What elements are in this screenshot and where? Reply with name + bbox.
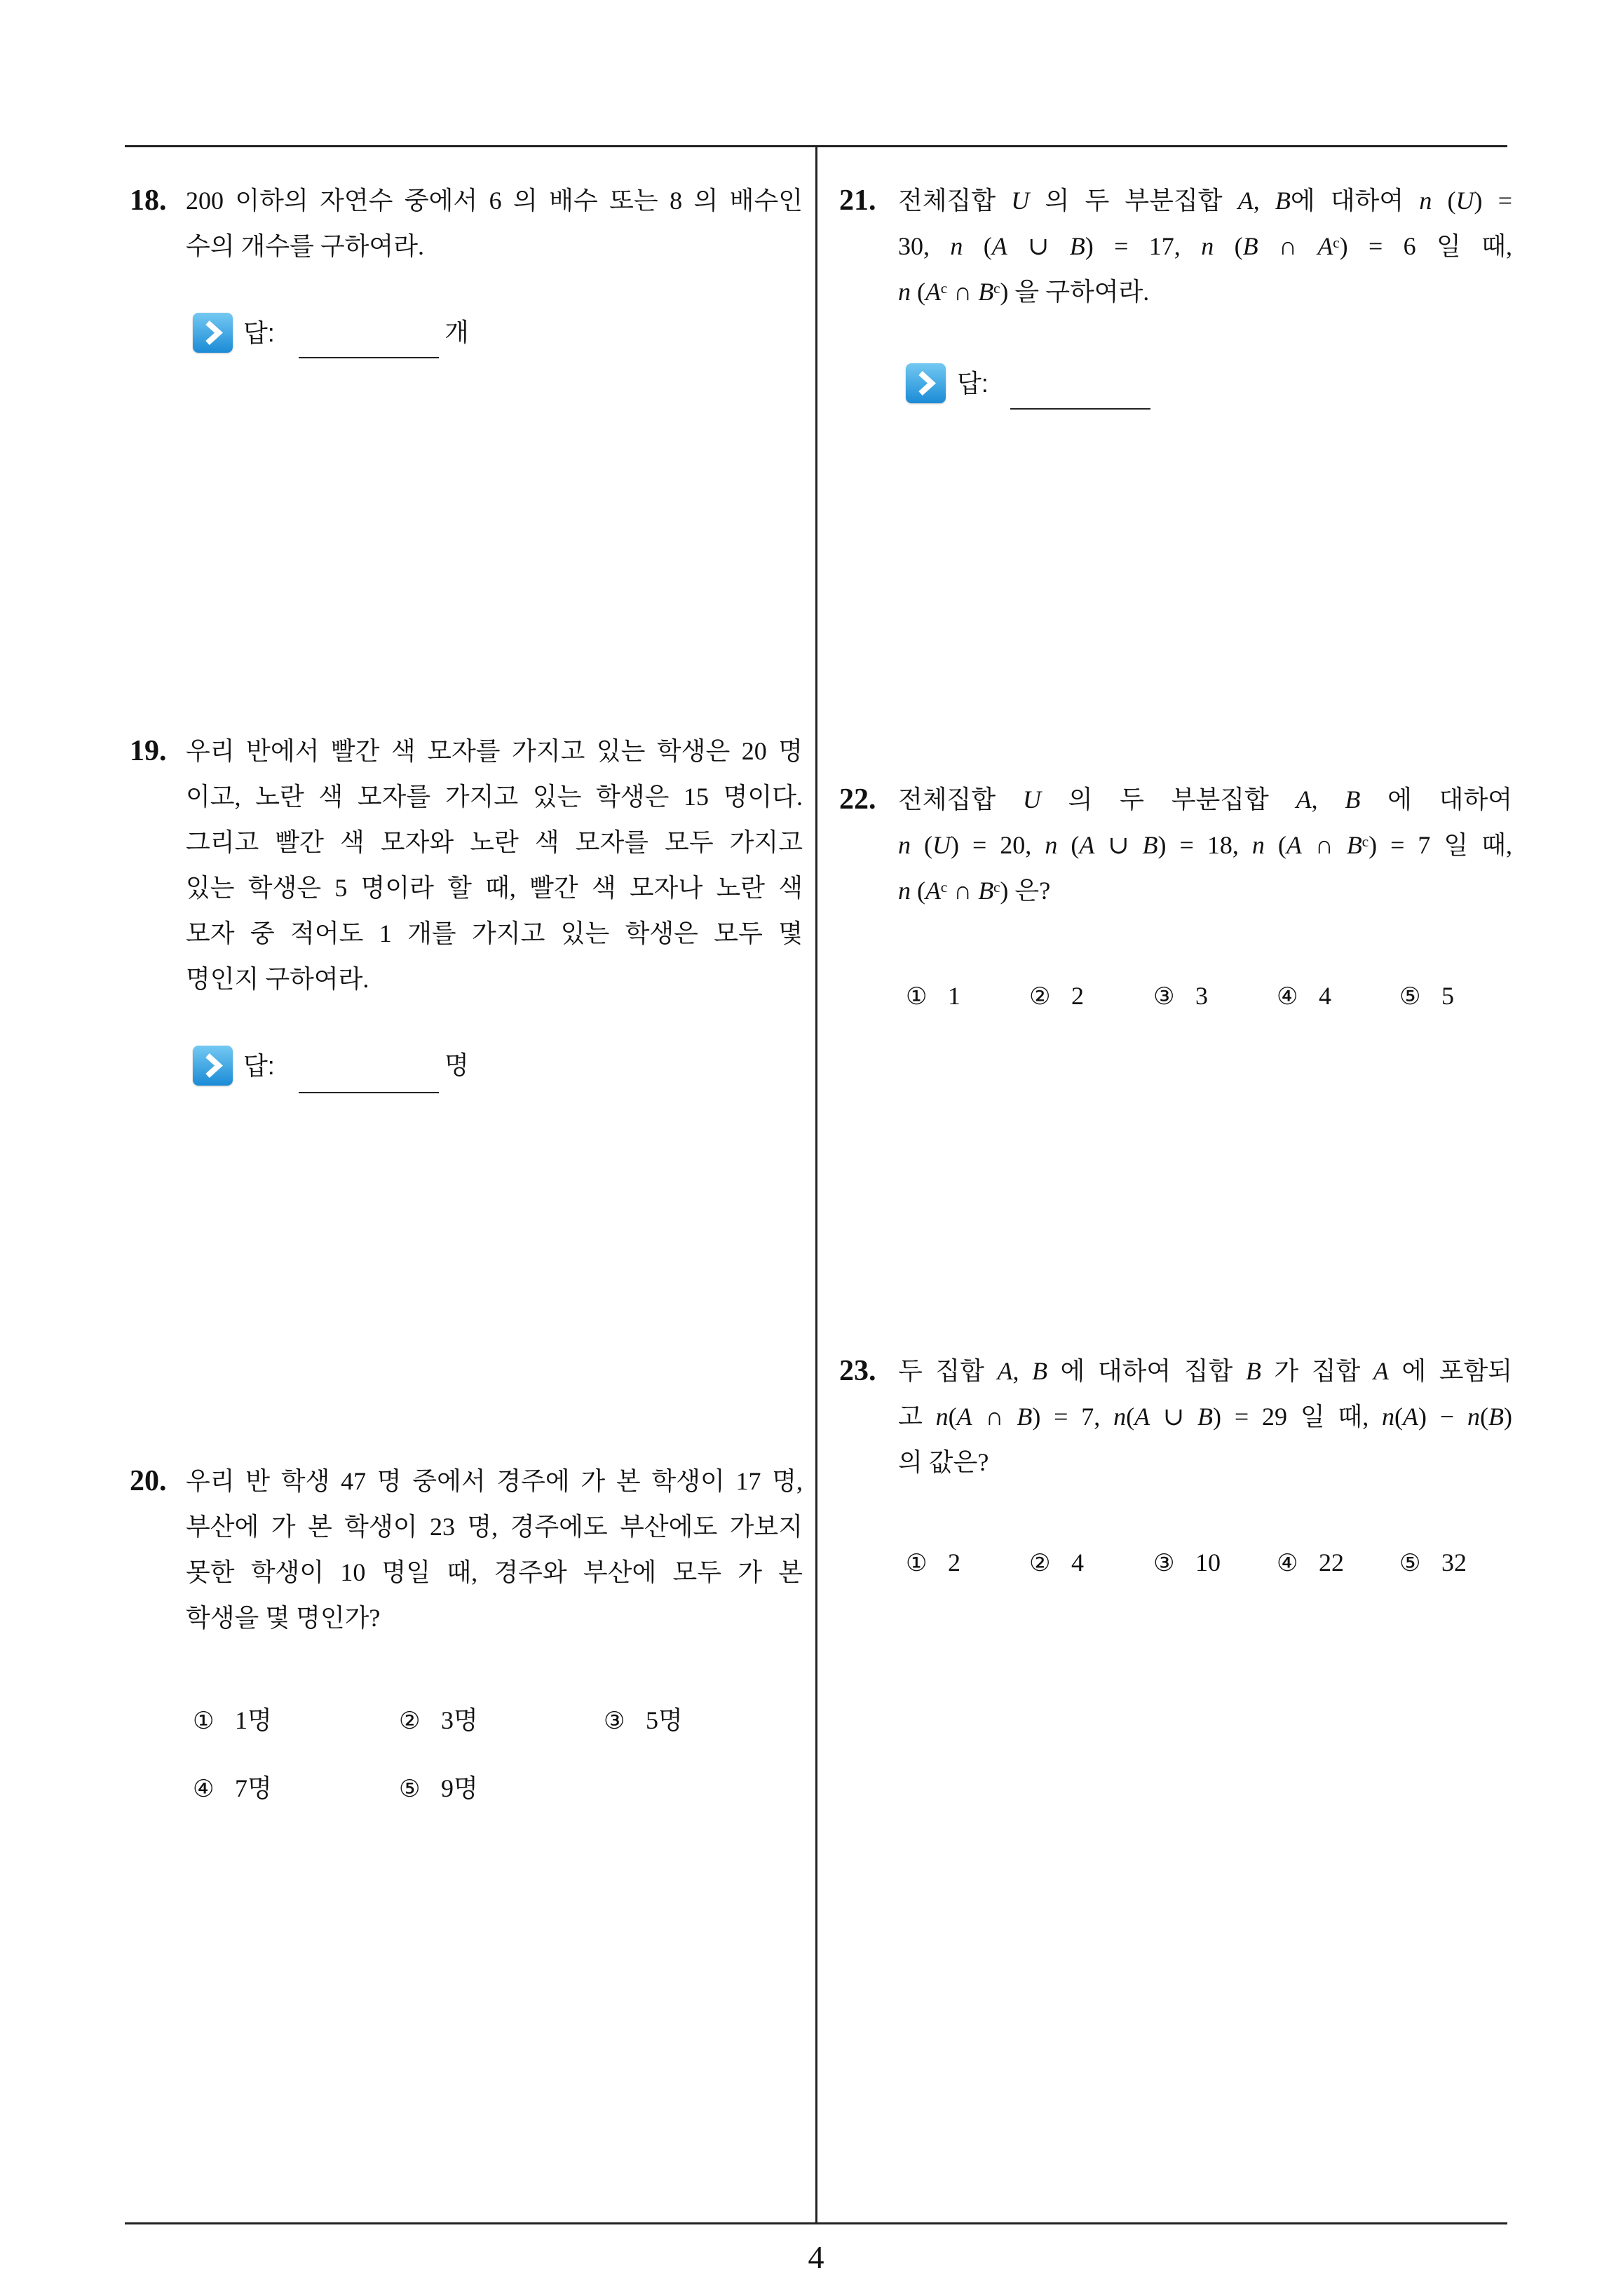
choice-marker: ① [906,1549,928,1577]
question-text-line: 그리고 빨간 색 모자와 노란 색 모자를 모두 가지고 [186,828,803,856]
choice-option [399,1699,478,1741]
choice-marker: ② [399,1707,421,1735]
choice-option [193,1699,272,1741]
answer-label: 답: [957,369,989,398]
question-text-line: n (Aᶜ ∩ Bᶜ) 은? [898,877,1051,905]
choice-marker: ② [1029,982,1051,1011]
choice-option [604,1699,683,1741]
choice-marker: ⑤ [399,1775,421,1803]
choice-marker: ③ [604,1707,625,1735]
choice-marker: ① [906,982,928,1011]
question-text-line: 이고, 노란 색 모자를 가지고 있는 학생은 15 명이다. [186,783,803,811]
question-text-line: n (Aᶜ ∩ Bᶜ) 을 구하여라. [898,278,1150,306]
choice-marker: ④ [193,1775,215,1803]
choice-marker: ⑤ [1399,1549,1421,1577]
choice-text: 2 [948,1548,960,1576]
question-number: 23. [839,1355,876,1387]
question-text-line: 전체집합 U 의 두 부분집합 A, B에 대하여 n (U) = [898,187,1513,215]
question-number: 21. [839,184,876,217]
question-text [186,729,803,1002]
answer-unit: 명 [444,1051,469,1079]
choice-text: 22 [1319,1548,1344,1576]
choice-option [1029,1541,1084,1583]
choice-text: 1 [948,982,960,1010]
choice-option [1399,1541,1467,1583]
column-divider [815,146,817,2223]
question-text-line: n (U) = 20, n (A ∪ B) = 18, n (A ∩ Bᶜ) = 7 일 때, [898,831,1512,859]
bottom-rule [125,2222,1507,2224]
choice-text: 2 [1071,982,1084,1010]
choice-text: 10 [1195,1548,1221,1576]
answer-label: 답: [243,318,275,347]
question-text-line: 부산에 가 본 학생이 23 명, 경주에도 부산에도 가보지 [186,1513,803,1541]
choice-text: 5 [1441,982,1454,1010]
choice-option [1277,975,1331,1017]
choice-text: 4 [1071,1548,1084,1576]
answer-blank [299,1092,439,1093]
chevron-right-icon [193,313,233,353]
question-text [898,178,1512,315]
page-number: 4 [808,2239,824,2275]
answer-row-19 [193,1046,515,1095]
choice-marker: ⑤ [1399,982,1421,1011]
question-text-line: 모자 중 적어도 1 개를 가지고 있는 학생은 모두 몇 [186,919,803,947]
choice-text: 32 [1441,1548,1467,1576]
choice-option [1153,975,1208,1017]
choice-option [1029,975,1084,1017]
question-number: 19. [130,735,167,767]
choice-text: 3명 [441,1706,478,1734]
question-number: 18. [130,184,167,217]
question-text-line: 명인지 구하여라. [186,965,369,993]
question-text-line: 두 집합 A, B 에 대하여 집합 B 가 집합 A 에 포함되 [898,1357,1513,1385]
answer-row-18 [193,313,515,362]
choice-marker: ③ [1153,1549,1175,1577]
question-number: 22. [839,783,876,816]
choice-marker: ④ [1277,982,1298,1011]
question-text-line: 우리 반 학생 47 명 중에서 경주에 가 본 학생이 17 명, [186,1467,803,1495]
choice-text: 1명 [235,1706,272,1734]
chevron-right-icon [193,1046,233,1086]
answer-unit: 개 [444,318,469,346]
question-text-line: 고 n(A ∩ B) = 7, n(A ∪ B) = 29 일 때, n(A) − n(B) [898,1403,1513,1431]
choice-text: 9명 [441,1774,478,1802]
question-text [898,777,1512,914]
choice-option [906,1541,960,1583]
chevron-right-icon [906,363,946,403]
question-text [898,1349,1512,1485]
question-text-line: 있는 학생은 5 명이라 할 때, 빨간 색 모자나 노란 색 [186,874,803,902]
choice-marker: ④ [1277,1549,1298,1577]
choice-option [399,1767,478,1809]
question-text-line: 우리 반에서 빨간 색 모자를 가지고 있는 학생은 20 명 [186,737,803,765]
answer-blank [299,357,439,358]
choice-marker: ② [1029,1549,1051,1577]
choice-option [906,975,960,1017]
question-text-line: 학생을 몇 명인가? [186,1604,381,1632]
answer-blank [1010,408,1150,410]
question-text-line: 200 이하의 자연수 중에서 6 의 배수 또는 8 의 배수인 [186,187,803,215]
choice-marker: ① [193,1707,215,1735]
question-text [186,1459,803,1641]
question-number: 20. [130,1465,167,1497]
answer-row-21 [906,363,1228,412]
question-text-line: 의 값은? [898,1448,989,1476]
choice-text: 3 [1195,982,1208,1010]
choice-text: 4 [1319,982,1331,1010]
choice-text: 5명 [646,1706,683,1734]
choice-marker: ③ [1153,982,1175,1011]
choice-text: 7명 [235,1774,272,1802]
choice-option [1153,1541,1221,1583]
question-text-line: 수의 개수를 구하여라. [186,232,424,260]
question-text-line: 30, n (A ∪ B) = 17, n (B ∩ Aᶜ) = 6 일 때, [898,232,1512,260]
question-text [186,178,803,269]
question-text-line: 못한 학생이 10 명일 때, 경주와 부산에 모두 가 본 [186,1558,803,1586]
choice-option [193,1767,272,1809]
choice-option [1399,975,1454,1017]
answer-label: 답: [243,1051,275,1080]
question-text-line: 전체집합 U 의 두 부분집합 A, B 에 대하여 [898,785,1512,813]
choice-option [1277,1541,1344,1583]
